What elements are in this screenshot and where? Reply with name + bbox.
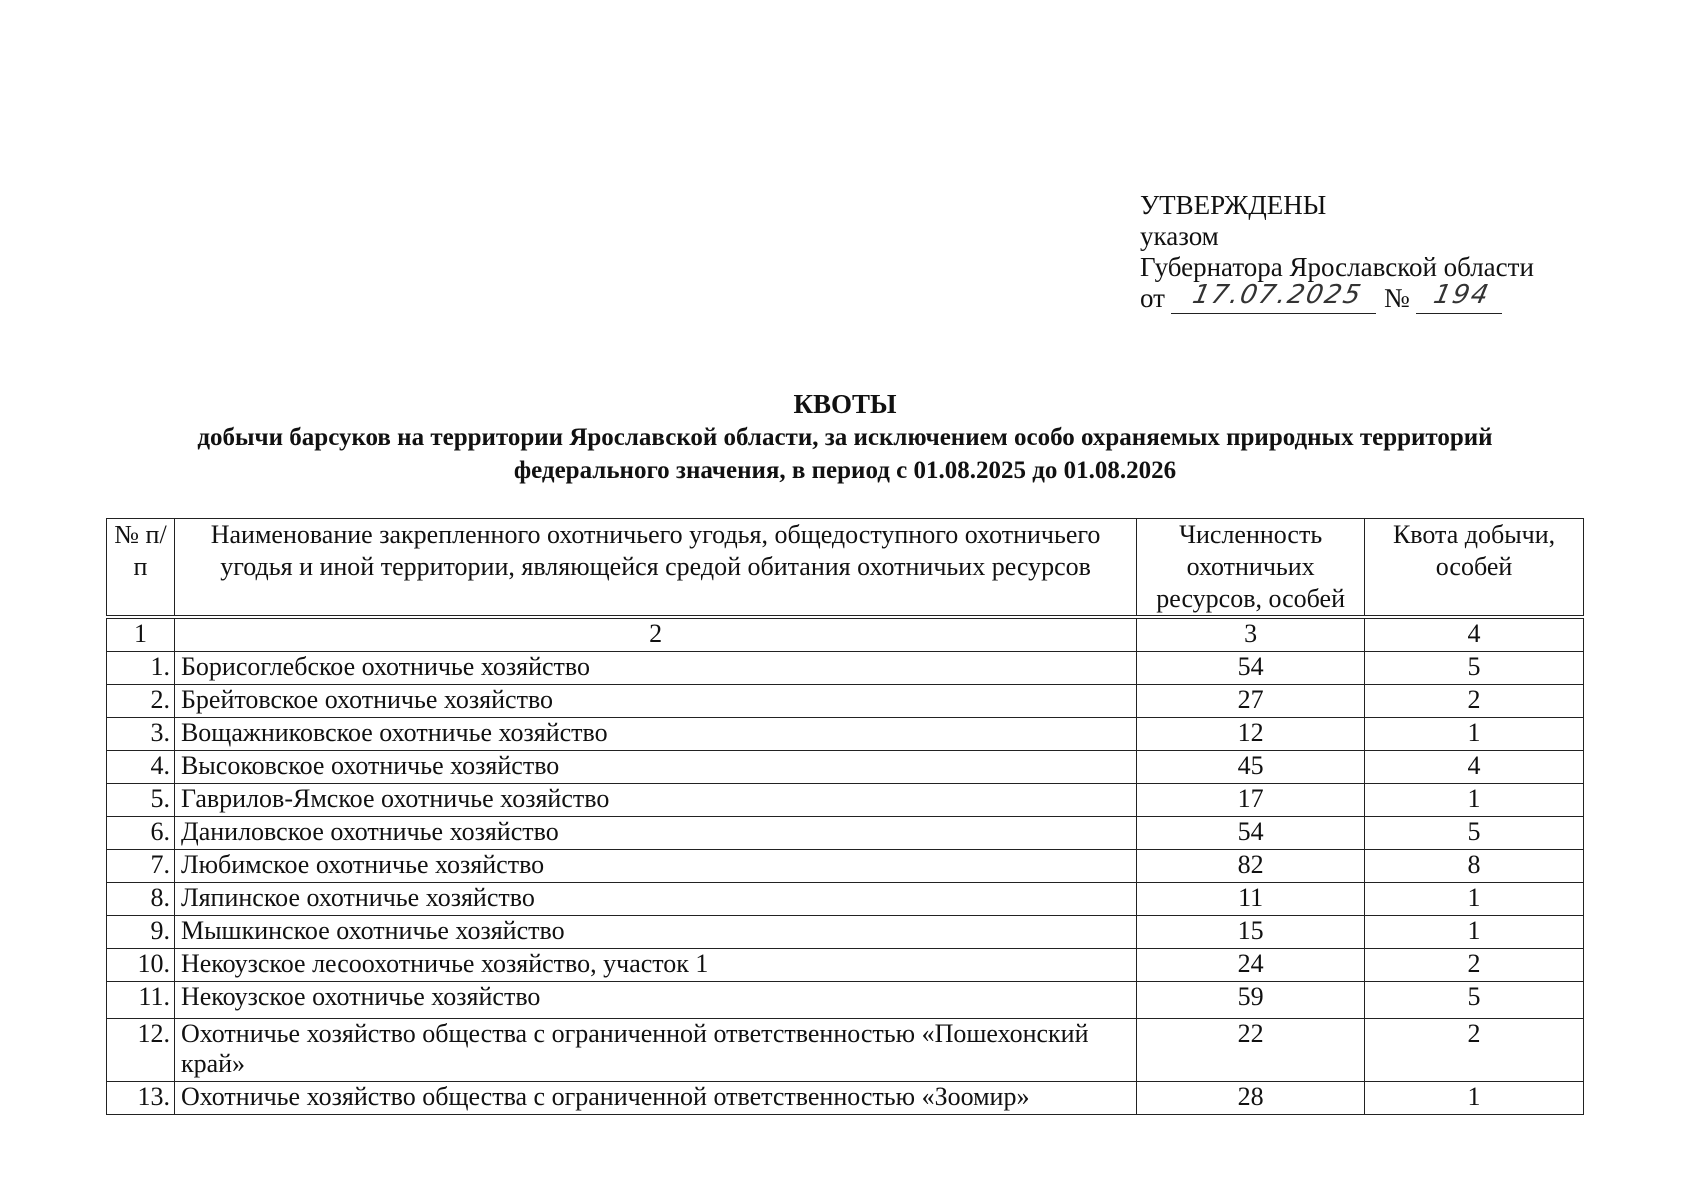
header-count: Численность охотничьих ресурсов, особей xyxy=(1137,519,1365,616)
row-quota: 5 xyxy=(1365,652,1584,685)
date-prefix: от xyxy=(1140,283,1165,313)
row-name: Гаврилов-Ямское охотничье хозяйство xyxy=(174,784,1136,817)
approval-date-number xyxy=(1140,280,1534,314)
row-count: 54 xyxy=(1137,652,1365,685)
row-quota: 8 xyxy=(1365,850,1584,883)
row-count: 24 xyxy=(1137,949,1365,982)
row-number: 8. xyxy=(107,883,175,916)
table-row xyxy=(107,652,1584,685)
row-count: 27 xyxy=(1137,685,1365,718)
row-name: Охотничье хозяйство общества с ограниченной ответственностью «Зоомир» xyxy=(174,1082,1136,1115)
row-name: Брейтовское охотничье хозяйство xyxy=(174,685,1136,718)
row-number: 3. xyxy=(107,718,175,751)
row-quota: 4 xyxy=(1365,751,1584,784)
handwritten-number: 194 xyxy=(1430,280,1493,310)
row-count: 12 xyxy=(1137,718,1365,751)
table-row xyxy=(107,949,1584,982)
table-row xyxy=(107,850,1584,883)
approval-block xyxy=(1140,190,1534,314)
table-row xyxy=(107,685,1584,718)
row-count: 45 xyxy=(1137,751,1365,784)
approval-by: указом xyxy=(1140,221,1219,251)
row-quota: 1 xyxy=(1365,718,1584,751)
row-number: 10. xyxy=(107,949,175,982)
quota-table xyxy=(106,518,1584,1115)
table-body xyxy=(107,652,1584,1115)
row-count: 11 xyxy=(1137,883,1365,916)
row-quota: 2 xyxy=(1365,949,1584,982)
row-quota: 1 xyxy=(1365,916,1584,949)
row-name: Ляпинское охотничье хозяйство xyxy=(174,883,1136,916)
row-number: 5. xyxy=(107,784,175,817)
table-header xyxy=(107,519,1584,652)
row-number: 9. xyxy=(107,916,175,949)
date-blank xyxy=(1171,280,1376,314)
title-subtitle-line1: добычи барсуков на территории Ярославской области, за исключением особо охраняемых природных территорий xyxy=(197,424,1493,451)
table-row xyxy=(107,751,1584,784)
row-count: 22 xyxy=(1137,1019,1365,1082)
header-number: № п/п xyxy=(107,519,175,616)
row-count: 54 xyxy=(1137,817,1365,850)
row-count: 59 xyxy=(1137,982,1365,1019)
row-quota: 2 xyxy=(1365,685,1584,718)
approval-status: УТВЕРЖДЕНЫ xyxy=(1140,190,1327,220)
column-index: 2 xyxy=(174,619,1136,652)
row-quota: 5 xyxy=(1365,982,1584,1019)
approval-authority: Губернатора Ярославской области xyxy=(1140,252,1534,282)
row-number: 12. xyxy=(107,1019,175,1082)
row-count: 28 xyxy=(1137,1082,1365,1115)
table-row xyxy=(107,883,1584,916)
row-number: 6. xyxy=(107,817,175,850)
table-row xyxy=(107,718,1584,751)
row-name: Даниловское охотничье хозяйство xyxy=(174,817,1136,850)
row-number: 1. xyxy=(107,652,175,685)
header-quota: Квота добычи, особей xyxy=(1365,519,1584,616)
row-name: Любимское охотничье хозяйство xyxy=(174,850,1136,883)
table-row xyxy=(107,817,1584,850)
table-row xyxy=(107,916,1584,949)
row-number: 7. xyxy=(107,850,175,883)
row-quota: 2 xyxy=(1365,1019,1584,1082)
table-row xyxy=(107,784,1584,817)
row-number: 13. xyxy=(107,1082,175,1115)
row-name: Некоузское охотничье хозяйство xyxy=(174,982,1136,1019)
row-quota: 1 xyxy=(1365,1082,1584,1115)
number-blank xyxy=(1416,280,1502,314)
row-number: 4. xyxy=(107,751,175,784)
column-index: 1 xyxy=(107,619,175,652)
title-main: КВОТЫ xyxy=(793,389,897,419)
row-name: Мышкинское охотничье хозяйство xyxy=(174,916,1136,949)
row-name: Вощажниковское охотничье хозяйство xyxy=(174,718,1136,751)
row-name: Борисоглебское охотничье хозяйство xyxy=(174,652,1136,685)
row-count: 17 xyxy=(1137,784,1365,817)
table-row xyxy=(107,982,1584,1019)
row-count: 15 xyxy=(1137,916,1365,949)
table-row xyxy=(107,1019,1584,1082)
row-name: Высоковское охотничье хозяйство xyxy=(174,751,1136,784)
number-prefix: № xyxy=(1383,283,1410,313)
header-name: Наименование закрепленного охотничьего угодья, общедоступного охотничьего угодья и иной территории, являющейся средой обитания охотничьих ресурсов xyxy=(174,519,1136,616)
row-count: 82 xyxy=(1137,850,1365,883)
row-name: Некоузское лесоохотничье хозяйство, участок 1 xyxy=(174,949,1136,982)
column-index: 4 xyxy=(1365,619,1584,652)
handwritten-date: 17.07.2025 xyxy=(1189,280,1366,310)
column-index-row xyxy=(107,619,1584,652)
document-title xyxy=(95,388,1595,487)
column-index: 3 xyxy=(1137,619,1365,652)
row-quota: 5 xyxy=(1365,817,1584,850)
row-quota: 1 xyxy=(1365,784,1584,817)
row-number: 2. xyxy=(107,685,175,718)
row-name: Охотничье хозяйство общества с ограниченной ответственностью «Пошехонский край» xyxy=(174,1019,1136,1082)
row-quota: 1 xyxy=(1365,883,1584,916)
title-subtitle-line2: федерального значения, в период с 01.08.2025 до 01.08.2026 xyxy=(513,457,1177,484)
table-row xyxy=(107,1082,1584,1115)
row-number: 11. xyxy=(107,982,175,1019)
